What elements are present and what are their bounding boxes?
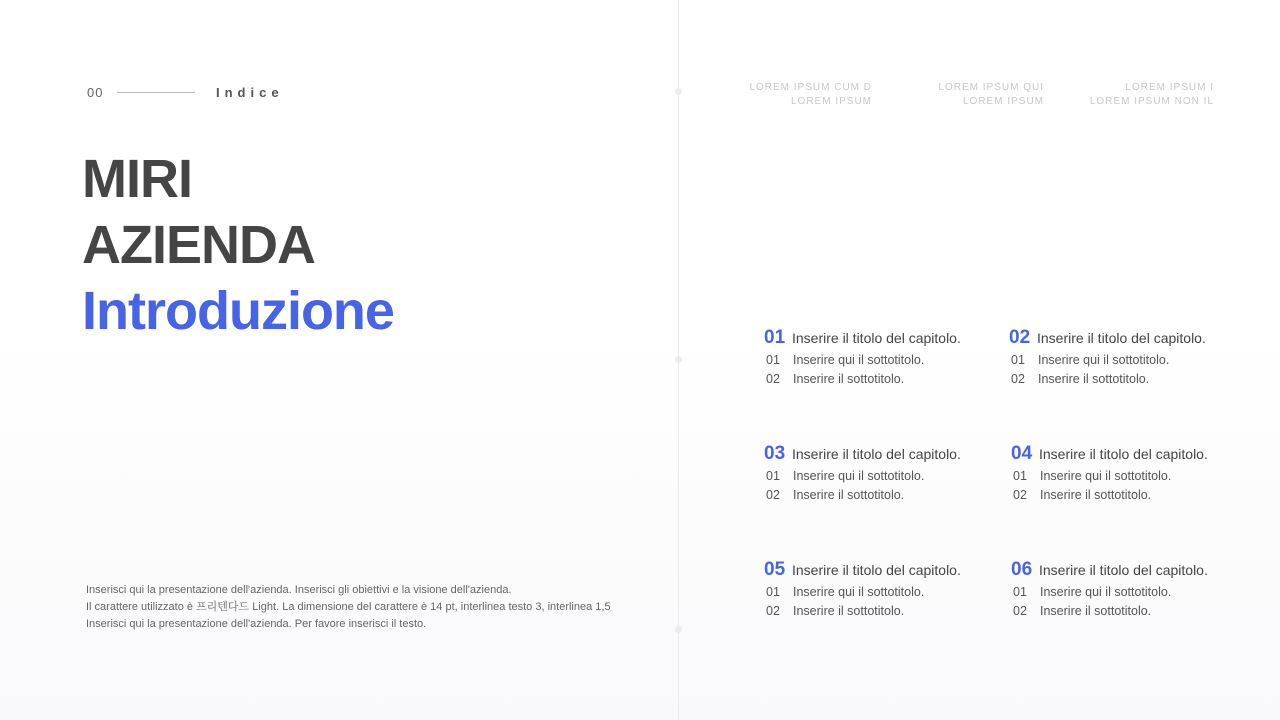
chapter-item <box>1011 443 1251 503</box>
subtitle-text: Inserire il sottotitolo. <box>1038 372 1150 386</box>
subtitle-text: Inserire qui il sottotitolo. <box>793 353 925 367</box>
chapter-item <box>764 327 1004 387</box>
chapter-heading <box>764 559 1004 581</box>
chapter-item <box>1009 327 1249 387</box>
chapter-number: 02 <box>1009 327 1031 348</box>
subtitle-text: Inserire qui il sottotitolo. <box>793 585 925 599</box>
subtitle-text: Inserire il sottotitolo. <box>793 372 905 386</box>
subtitle-item <box>1011 469 1251 484</box>
chapter-number: 04 <box>1011 443 1033 464</box>
header-text <box>938 81 1044 109</box>
subtitle-number: 01 <box>766 585 780 599</box>
subtitle-number: 02 <box>766 604 780 618</box>
subtitle-item <box>764 372 1004 387</box>
description-line: Inserisci qui la presentazione dell'azienda. Inserisci gli obiettivi e la visione dell'azienda. <box>86 584 512 596</box>
subtitle-number: 02 <box>766 488 780 502</box>
subtitle-item <box>1011 604 1251 619</box>
chapter-number: 05 <box>764 559 786 580</box>
subtitle-text: Inserire qui il sottotitolo. <box>1040 585 1172 599</box>
title-line-2: AZIENDA <box>82 215 315 275</box>
subtitle-item <box>1011 488 1251 503</box>
subtitle-text: Inserire il sottotitolo. <box>793 604 905 618</box>
subtitle-number: 02 <box>1013 604 1027 618</box>
chapter-heading <box>1011 559 1251 581</box>
section-label: Indice <box>216 85 284 100</box>
description-line: Inserisci qui la presentazione dell'azienda. Per favore inserisci il testo. <box>86 618 427 630</box>
subtitle-item <box>764 488 1004 503</box>
subtitle-number: 02 <box>1011 372 1025 386</box>
chapter-number: 06 <box>1011 559 1033 580</box>
subtitle-number: 02 <box>766 372 780 386</box>
divider-dot <box>675 88 682 95</box>
description-line: Il carattere utilizzato è 프리텐다드 Light. La dimensione del carattere è 14 pt, interlinea testo 3, interlinea 1,5 <box>86 601 611 613</box>
chapter-heading <box>764 443 1004 465</box>
subtitle-text: Inserire qui il sottotitolo. <box>1040 469 1172 483</box>
subtitle-item <box>764 469 1004 484</box>
header-text <box>749 81 872 109</box>
subtitle-item <box>1009 372 1249 387</box>
divider-dot <box>675 356 682 363</box>
subtitle-number: 02 <box>1013 488 1027 502</box>
title-accent: Introduzione <box>82 281 394 341</box>
subtitle-item <box>1009 353 1249 368</box>
subtitle-item <box>1011 585 1251 600</box>
page-title <box>82 146 394 344</box>
description <box>86 582 611 633</box>
chapter-number: 01 <box>764 327 786 348</box>
chapter-title: Inserire il titolo del capitolo. <box>1039 562 1208 578</box>
chapter-item <box>764 559 1004 619</box>
subtitle-number: 01 <box>766 469 780 483</box>
chapter-title: Inserire il titolo del capitolo. <box>1039 446 1208 462</box>
chapter-heading <box>1011 443 1251 465</box>
header-line: LOREM IPSUM NON IL <box>1089 96 1214 107</box>
chapter-title: Inserire il titolo del capitolo. <box>792 562 961 578</box>
header-line: LOREM IPSUM <box>790 96 872 107</box>
title-line-1: MIRI <box>82 149 192 209</box>
section-divider <box>117 92 195 93</box>
subtitle-number: 01 <box>1013 585 1027 599</box>
header-line: LOREM IPSUM I <box>1125 82 1214 93</box>
chapter-number: 03 <box>764 443 786 464</box>
subtitle-item <box>764 353 1004 368</box>
divider-dot <box>675 626 682 633</box>
header-line: LOREM IPSUM <box>962 96 1044 107</box>
chapter-heading <box>764 327 1004 349</box>
subtitle-item <box>764 585 1004 600</box>
header-text <box>1090 81 1214 109</box>
subtitle-item <box>764 604 1004 619</box>
subtitle-text: Inserire qui il sottotitolo. <box>793 469 925 483</box>
subtitle-text: Inserire il sottotitolo. <box>1040 604 1152 618</box>
section-number: 00 <box>87 85 104 100</box>
chapter-title: Inserire il titolo del capitolo. <box>1037 330 1206 346</box>
header-line: LOREM IPSUM QUI <box>938 82 1044 93</box>
chapter-item <box>764 443 1004 503</box>
subtitle-number: 01 <box>1011 353 1025 367</box>
subtitle-number: 01 <box>1013 469 1027 483</box>
subtitle-text: Inserire il sottotitolo. <box>1040 488 1152 502</box>
subtitle-text: Inserire qui il sottotitolo. <box>1038 353 1170 367</box>
chapter-heading <box>1009 327 1249 349</box>
subtitle-number: 01 <box>766 353 780 367</box>
chapter-item <box>1011 559 1251 619</box>
header-line: LOREM IPSUM CUM D <box>749 82 872 93</box>
chapter-title: Inserire il titolo del capitolo. <box>792 330 961 346</box>
subtitle-text: Inserire il sottotitolo. <box>793 488 905 502</box>
chapter-title: Inserire il titolo del capitolo. <box>792 446 961 462</box>
